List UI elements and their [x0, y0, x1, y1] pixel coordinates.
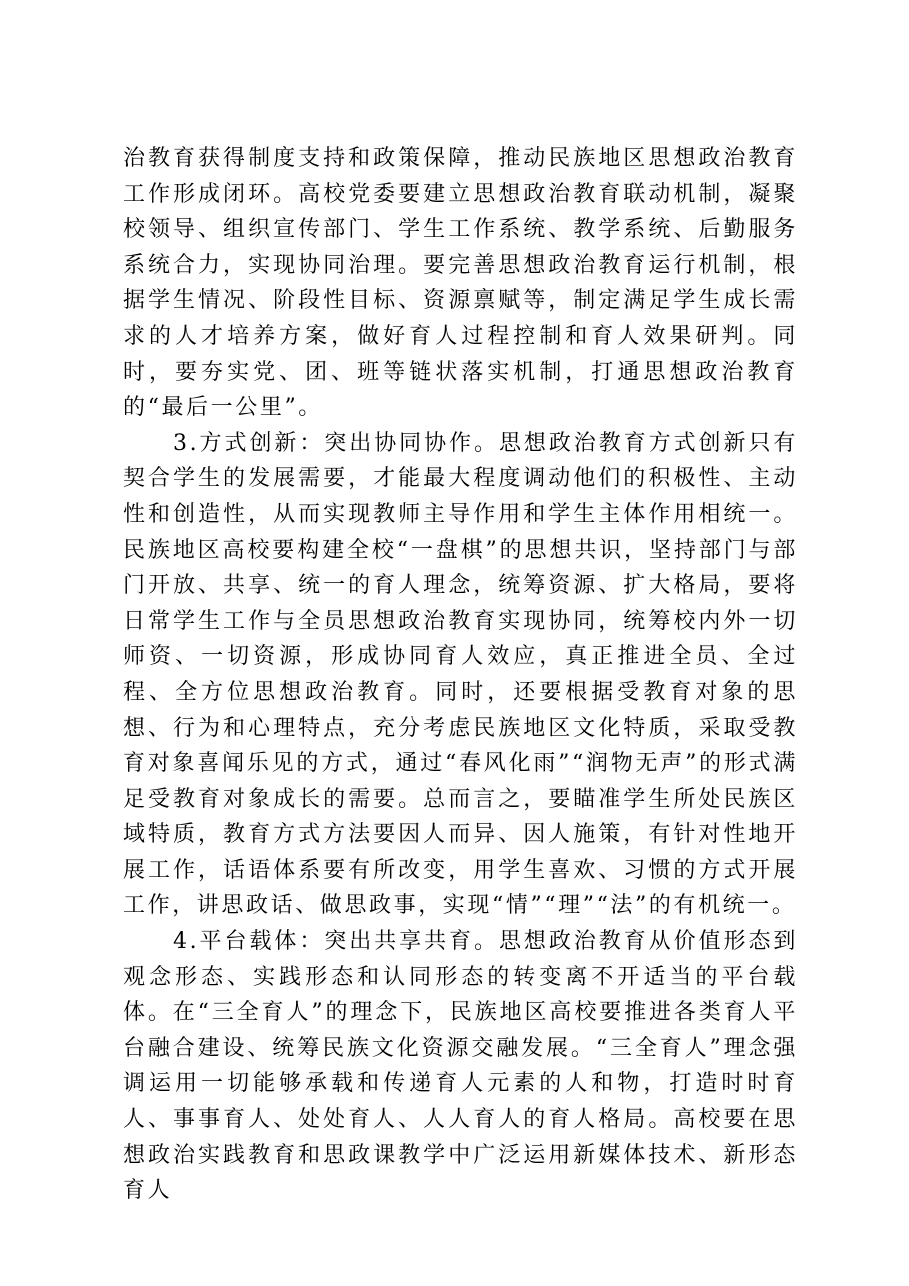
- paragraph-platform-carrier: 4.平台载体：突出共享共育。思想政治教育从价值形态到观念形态、实践形态和认同形态的转变离不开适当的平台载体。在“三全育人”的理念下，民族地区高校要推进各类育人平台融合建设、统筹民族文化资源交融发展。“三全育人”理念强调运用一切能够承载和传递育人元素的人和物，打造时时育人、事事育人、处处育人、人人育人的育人格局。高校要在思想政治实践教育和思政课教学中广泛运用新媒体技术、新形态育人: [123, 929, 798, 1204]
- paragraph-method-innovation: 3.方式创新：突出协同协作。思想政治教育方式创新只有契合学生的发展需要，才能最大程度调动他们的积极性、主动性和创造性，从而实现教师主导作用和学生主体作用相统一。民族地区高校要构建全校“一盘棋”的思想共识，坚持部门与部门开放、共享、统一的育人理念，统筹资源、扩大格局，要将日常学生工作与全员思想政治教育实现协同，统筹校内外一切师资、一切资源，形成协同育人效应，真正推进全员、全过程、全方位思想政治教育。同时，还要根据受教育对象的思想、行为和心理特点，充分考虑民族地区文化特质，采取受教育对象喜闻乐见的方式，通过“春风化雨”“润物无声”的形式满足受教育对象成长的需要。总而言之，要瞄准学生所处民族区域特质，教育方式方法要因人而异、因人施策，有针对性地开展工作，话语体系要有所改变，用学生喜欢、习惯的方式开展工作，讲思政话、做思政事，实现“情”“理”“法”的有机统一。: [123, 430, 798, 919]
- paragraph-continuation: 治教育获得制度支持和政策保障，推动民族地区思想政治教育工作形成闭环。高校党委要建立思想政治教育联动机制，凝聚校领导、组织宣传部门、学生工作系统、教学系统、后勤服务系统合力，实现协同治理。要完善思想政治教育运行机制，根据学生情况、阶段性目标、资源禀赋等，制定满足学生成长需求的人才培养方案，做好育人过程控制和育人效果研判。同时，要夯实党、团、班等链状落实机制，打通思想政治教育的“最后一公里”。: [123, 146, 798, 421]
- document-page: [123, 141, 798, 1209]
